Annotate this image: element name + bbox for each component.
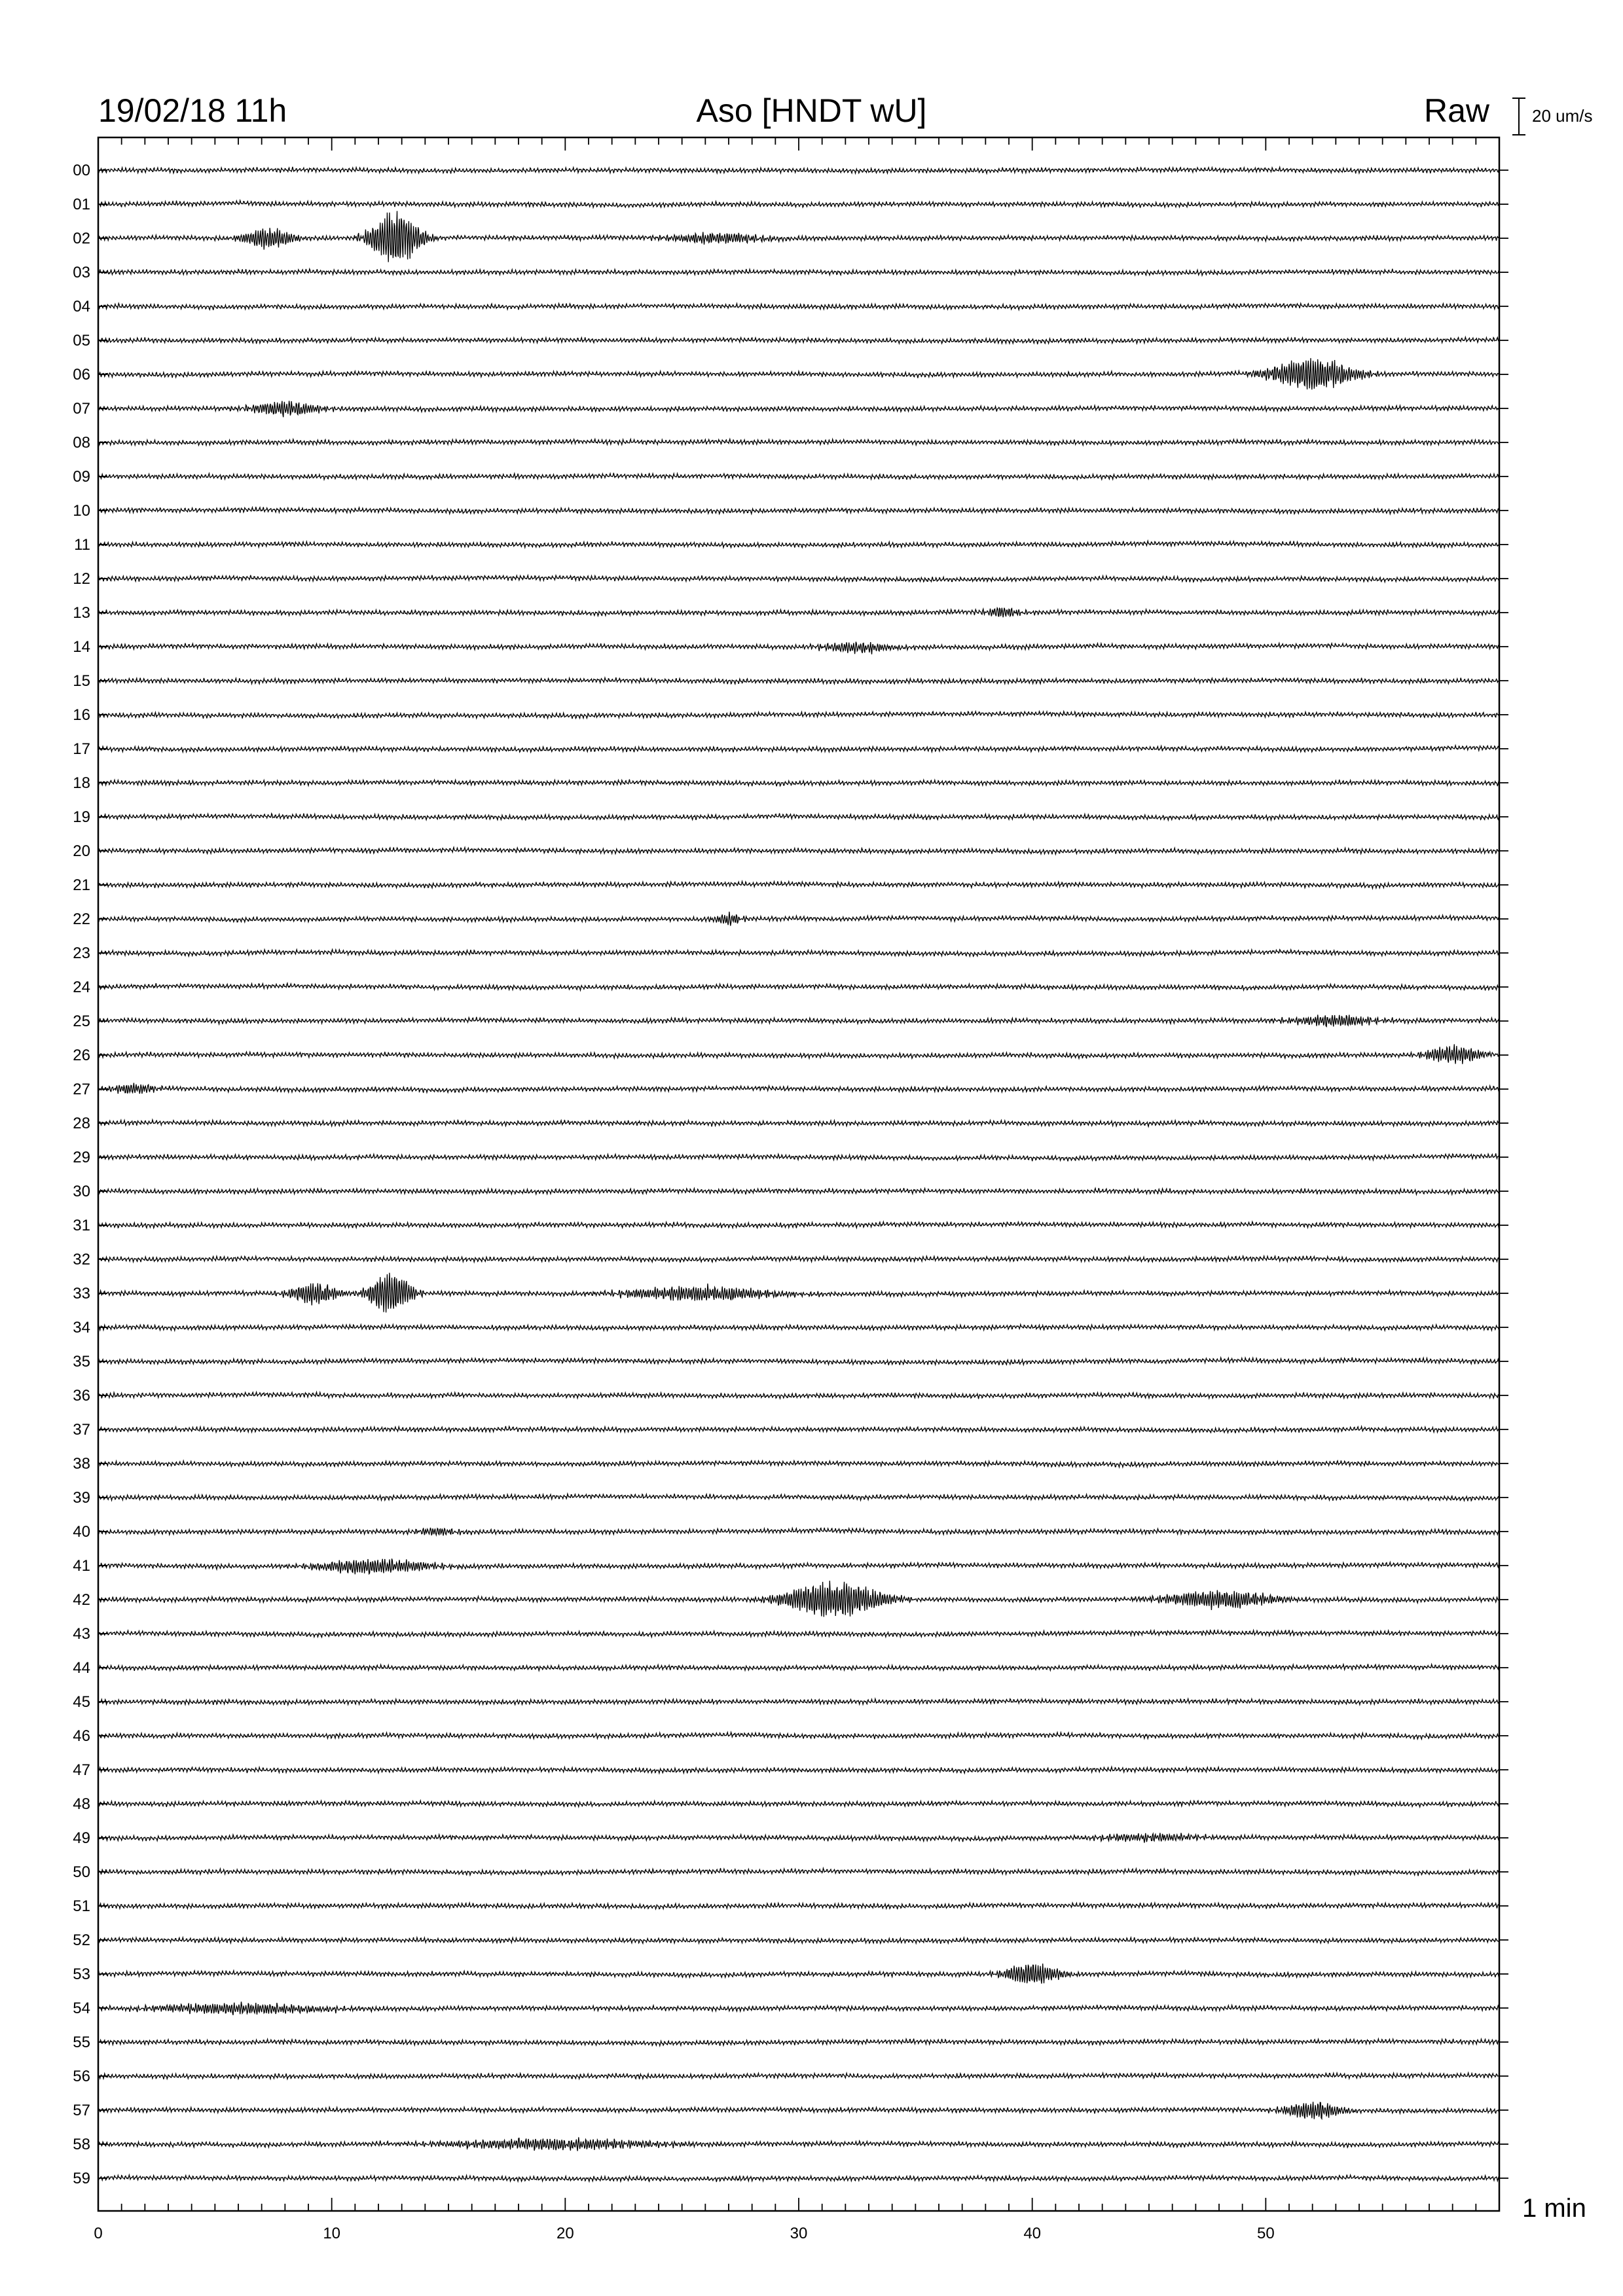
row-label: 38 (73, 1455, 90, 1473)
row-label: 21 (73, 876, 90, 894)
row-label: 12 (73, 570, 90, 588)
trace-line-05 (98, 337, 1499, 344)
trace-line-35 (98, 1357, 1499, 1365)
trace-line-53 (98, 1964, 1499, 1984)
trace-line-49 (98, 1833, 1499, 1843)
row-label: 46 (73, 1727, 90, 1745)
trace-line-46 (98, 1732, 1499, 1740)
trace-line-34 (98, 1324, 1499, 1331)
row-label: 49 (73, 1829, 90, 1847)
row-label: 13 (73, 604, 90, 622)
row-label: 44 (73, 1659, 90, 1677)
x-tick-label: 20 (556, 2225, 574, 2242)
x-tick-label: 30 (790, 2225, 808, 2242)
trace-line-52 (98, 1937, 1499, 1944)
row-label: 01 (73, 196, 90, 213)
row-label: 25 (73, 1013, 90, 1030)
row-label: 08 (73, 434, 90, 452)
row-label: 35 (73, 1353, 90, 1371)
trace-line-48 (98, 1801, 1499, 1807)
trace-line-47 (98, 1767, 1499, 1774)
row-label: 29 (73, 1149, 90, 1166)
trace-line-02 (98, 211, 1499, 262)
row-label: 09 (73, 468, 90, 486)
scale-bar (1512, 98, 1525, 135)
row-label: 23 (73, 944, 90, 962)
row-label: 43 (73, 1625, 90, 1643)
trace-line-44 (98, 1664, 1499, 1671)
row-label: 10 (73, 502, 90, 520)
trace-line-01 (98, 200, 1499, 207)
trace-line-30 (98, 1188, 1499, 1194)
trace-line-20 (98, 848, 1499, 855)
trace-line-17 (98, 745, 1499, 752)
trace-line-12 (98, 575, 1499, 583)
trace-line-07 (98, 401, 1499, 417)
trace-line-36 (98, 1392, 1499, 1399)
row-label: 06 (73, 366, 90, 384)
row-label: 19 (73, 808, 90, 826)
trace-line-40 (98, 1528, 1499, 1535)
trace-line-42 (98, 1581, 1499, 1617)
row-label: 30 (73, 1183, 90, 1200)
trace-line-09 (98, 473, 1499, 480)
row-label: 51 (73, 1897, 90, 1915)
row-label: 31 (73, 1217, 90, 1234)
row-label: 59 (73, 2170, 90, 2187)
row-label: 22 (73, 910, 90, 928)
trace-line-29 (98, 1153, 1499, 1161)
trace-line-51 (98, 1903, 1499, 1909)
trace-line-13 (98, 608, 1499, 618)
trace-line-28 (98, 1120, 1499, 1126)
trace-line-04 (98, 303, 1499, 310)
row-label: 41 (73, 1557, 90, 1575)
row-label: 28 (73, 1115, 90, 1132)
row-label: 48 (73, 1795, 90, 1813)
trace-line-41 (98, 1558, 1499, 1574)
row-label: 50 (73, 1863, 90, 1881)
trace-line-16 (98, 711, 1499, 719)
trace-line-18 (98, 780, 1499, 787)
row-label: 11 (74, 536, 90, 554)
trace-line-03 (98, 269, 1499, 276)
row-label: 45 (73, 1693, 90, 1711)
row-label: 07 (73, 400, 90, 418)
row-label: 54 (73, 2000, 90, 2017)
trace-line-59 (98, 2175, 1499, 2182)
row-label: 17 (73, 740, 90, 758)
row-label: 04 (73, 298, 90, 315)
station-title: Aso [HNDT wU] (696, 92, 927, 129)
row-label: 53 (73, 1965, 90, 1983)
trace-line-38 (98, 1461, 1499, 1467)
trace-line-39 (98, 1494, 1499, 1501)
row-label: 58 (73, 2136, 90, 2153)
trace-line-31 (98, 1222, 1499, 1229)
trace-line-45 (98, 1698, 1499, 1705)
record-date-hour: 19/02/18 11h (98, 92, 287, 129)
trace-line-14 (98, 642, 1499, 655)
row-label: 57 (73, 2102, 90, 2119)
row-label: 55 (73, 2034, 90, 2051)
trace-line-57 (98, 2102, 1499, 2119)
row-label: 56 (73, 2068, 90, 2085)
trace-line-27 (98, 1083, 1499, 1094)
trace-line-56 (98, 2073, 1499, 2079)
trace-line-33 (98, 1273, 1499, 1313)
trace-line-25 (98, 1014, 1499, 1026)
trace-line-08 (98, 439, 1499, 446)
row-label: 42 (73, 1591, 90, 1609)
trace-line-19 (98, 814, 1499, 821)
row-label: 15 (73, 672, 90, 690)
trace-line-32 (98, 1256, 1499, 1263)
x-tick-labels (94, 2225, 1274, 2242)
row-label: 32 (73, 1251, 90, 1268)
row-label: 47 (73, 1761, 90, 1779)
x-tick-label: 0 (94, 2225, 103, 2242)
trace-line-24 (98, 983, 1499, 990)
plot-frame (98, 137, 1499, 2211)
row-label: 27 (73, 1081, 90, 1098)
trace-line-26 (98, 1044, 1499, 1064)
x-tick-label: 10 (323, 2225, 341, 2242)
trace-line-55 (98, 2039, 1499, 2046)
x-axis-unit-label: 1 min (1522, 2194, 1586, 2223)
row-label: 39 (73, 1489, 90, 1507)
row-label: 14 (73, 638, 90, 656)
trace-line-54 (98, 2001, 1499, 2015)
row-label: 34 (73, 1319, 90, 1336)
trace-line-50 (98, 1868, 1499, 1876)
row-label: 24 (73, 978, 90, 996)
row-label: 33 (73, 1285, 90, 1302)
row-label: 16 (73, 706, 90, 724)
trace-line-11 (98, 541, 1499, 548)
trace-line-37 (98, 1426, 1499, 1433)
row-label: 26 (73, 1047, 90, 1064)
trace-line-00 (98, 167, 1499, 173)
mode-label: Raw (1424, 92, 1490, 129)
row-label: 37 (73, 1421, 90, 1439)
trace-line-10 (98, 507, 1499, 514)
trace-lines (98, 167, 1499, 2182)
scale-bar-label: 20 um/s (1532, 106, 1593, 126)
trace-line-15 (98, 677, 1499, 684)
axis-ticks (98, 137, 1508, 2211)
trace-line-06 (98, 358, 1499, 389)
row-label: 36 (73, 1387, 90, 1405)
row-label: 20 (73, 842, 90, 860)
trace-line-43 (98, 1630, 1499, 1637)
x-tick-label: 40 (1023, 2225, 1042, 2242)
row-label: 05 (73, 332, 90, 350)
trace-line-22 (98, 912, 1499, 926)
x-tick-label: 50 (1256, 2225, 1275, 2242)
row-label: 00 (73, 162, 90, 179)
row-label: 40 (73, 1523, 90, 1541)
row-label: 03 (73, 264, 90, 281)
trace-line-23 (98, 950, 1499, 957)
row-label: 18 (73, 774, 90, 792)
row-label: 52 (73, 1931, 90, 1949)
row-labels (73, 162, 90, 2187)
trace-line-58 (98, 2137, 1499, 2151)
row-label: 02 (73, 230, 90, 247)
trace-line-21 (98, 882, 1499, 889)
